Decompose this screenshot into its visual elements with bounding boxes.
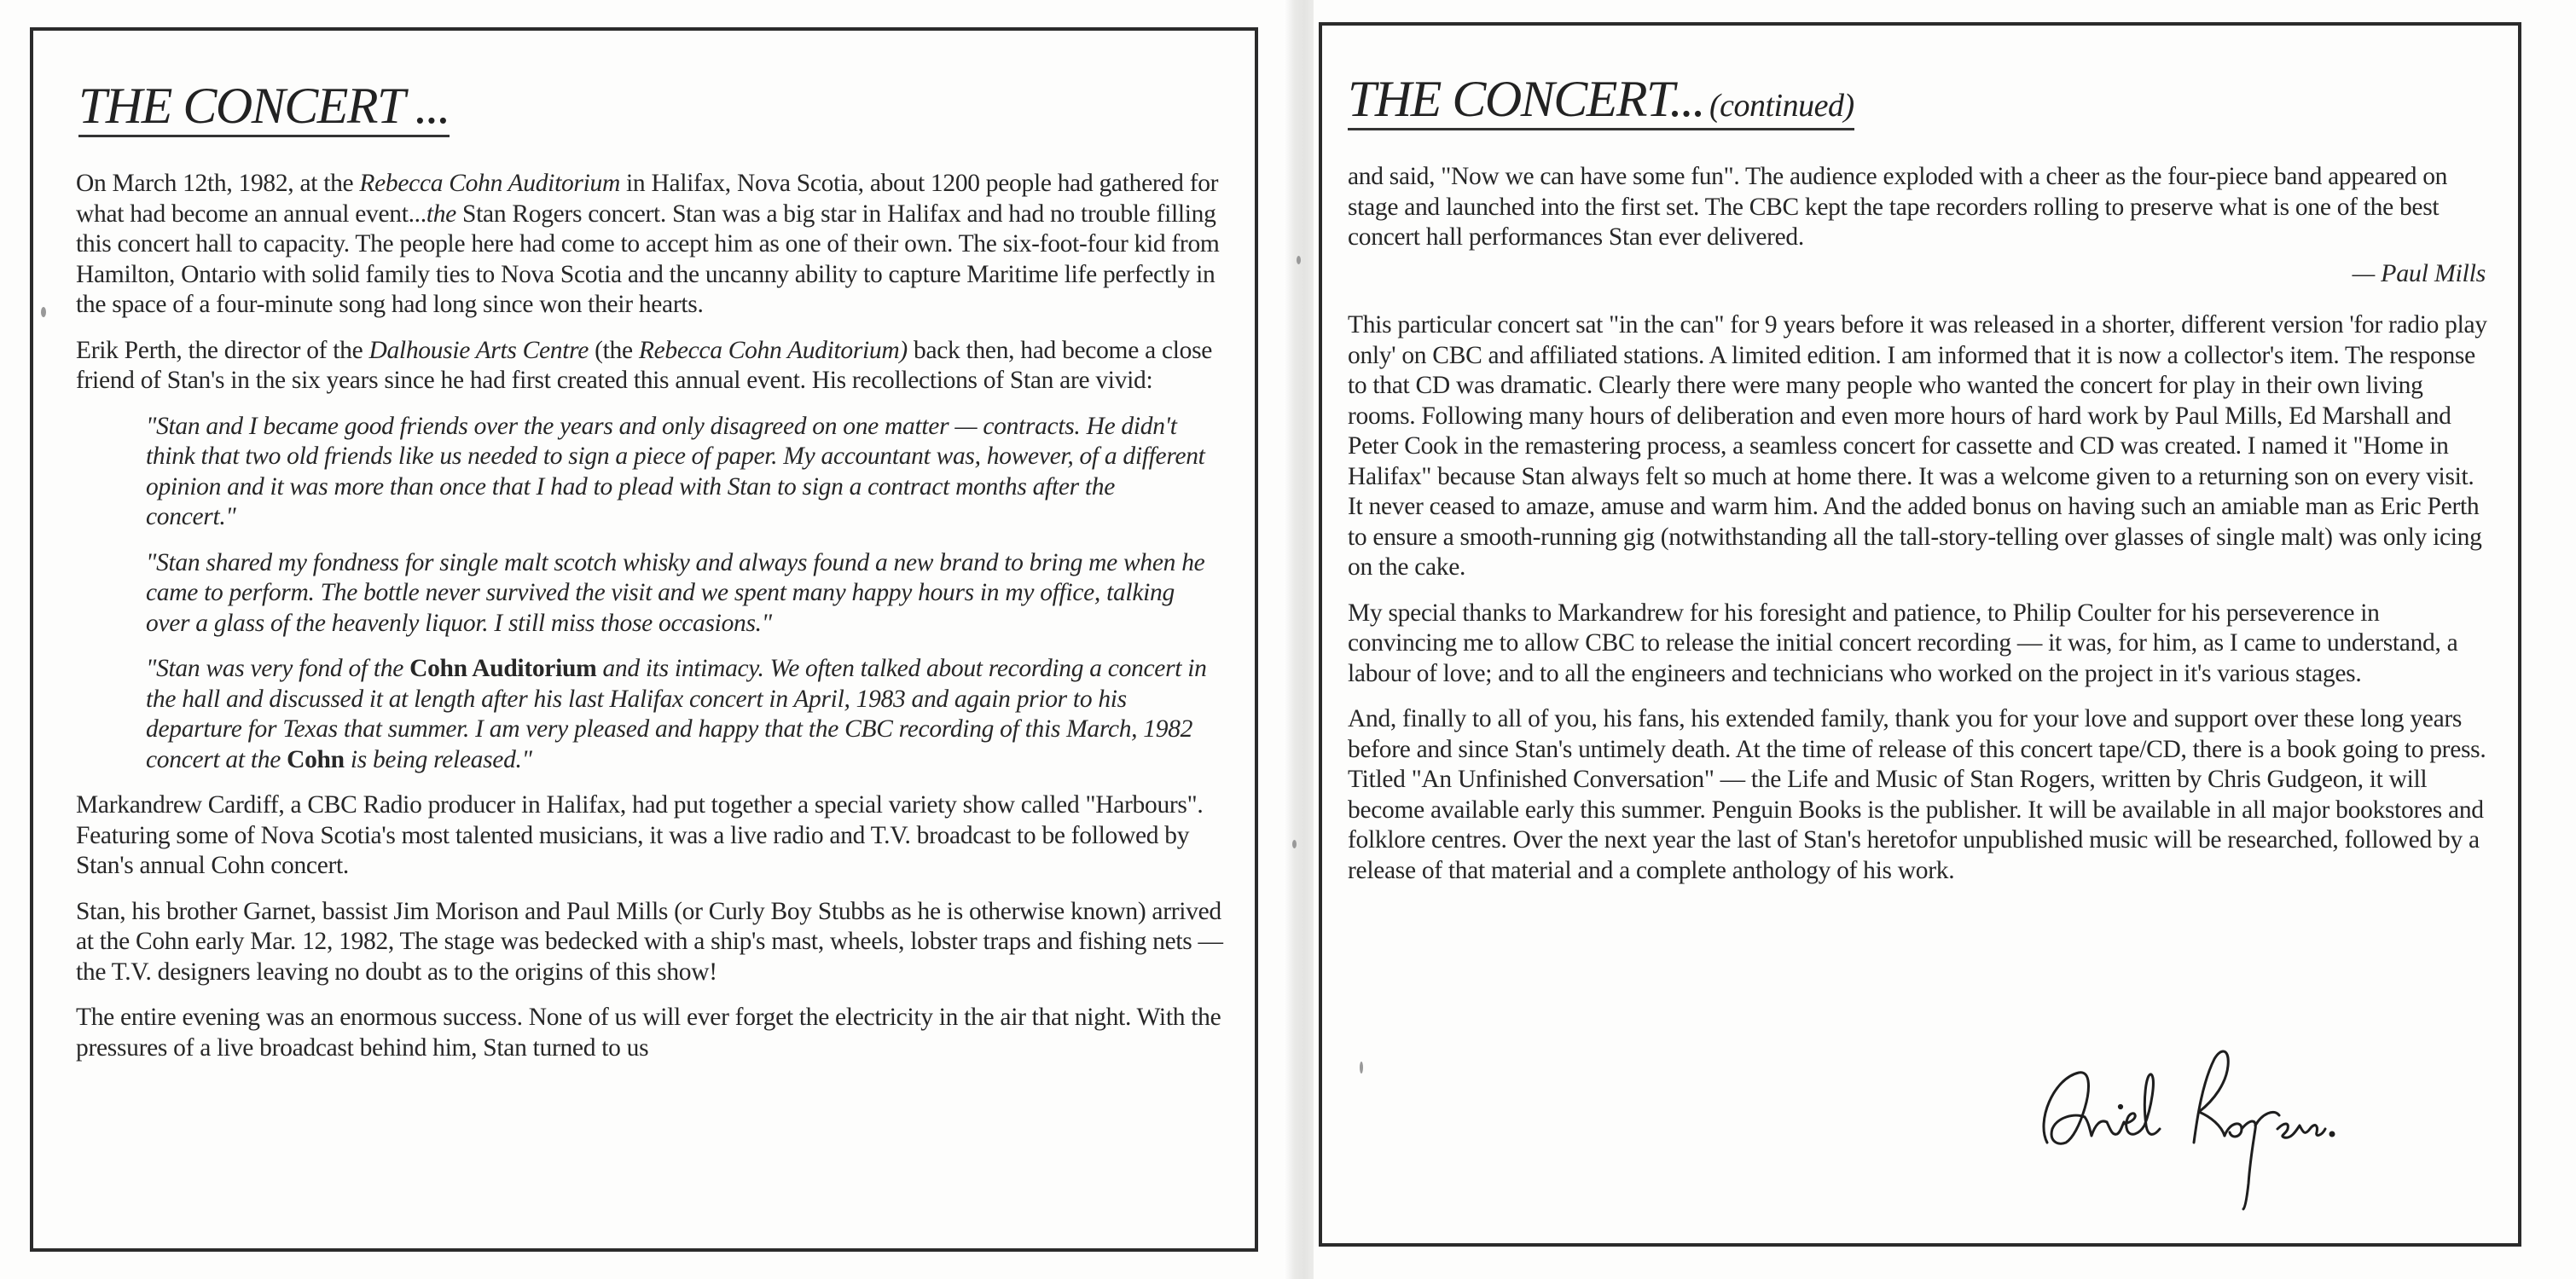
heading-main: THE CONCERT... [1348, 71, 1704, 127]
text-run: in Halifax, Nova Scotia, about 1200 people had gathered for what had become an annual event... [76, 170, 1219, 228]
text-run: and its intimacy. We often talked about recording a concert in the hall and discussed it at length after his last Halifax concert in April, 1983 and again prior to his departure for Texas that summer. I am very pleased and happy that the CBC recording of this March, 1982 concert at the [146, 655, 1207, 773]
text-run: back then, had become a close friend of Stan's in the six years since he had first created this annual event. His recollections of Stan are vivid: [76, 336, 1213, 394]
text-run: "Stan was very fond of the [146, 655, 410, 682]
paragraph-fans: And, finally to all of you, his fans, his extended family, thank you for your love and support over these long years before and since Stan's untimely death. At the time of release of this concert tape/CD, there is a book going to press. Titled "An Unfinished Conversation" — the Life and Music of Stan Rogers, written by Chris Gudgeon, it will become available early this summer. Penguin Books is the publisher. It will be available in all major bookstores and folklore centres. Over the next year the last of Stan's heretofor unpublished music will be researched, followed by a release of that material and a complete anthology of his work. [1348, 705, 2486, 884]
signature-ariel-rogers [2032, 1040, 2424, 1219]
heading-continued-label: (continued) [1709, 88, 1854, 124]
emphasis-bold: Cohn Auditorium [409, 655, 597, 682]
right-page-body [1348, 162, 2491, 901]
page-title-continued [1348, 73, 1854, 130]
scan-speck [1292, 840, 1297, 848]
paragraph-release-history: This particular concert sat "in the can" for 9 years before it was released in a shorter, different version 'for radio play only' on CBC and affiliated stations. A limited edition. I am informed that it is now a collector's item. The response to that CD was dramatic. Clearly there were many people who wanted the concert for play in their own living rooms. Following many hours of deliberation and even more hours of hard work by Paul Mills, Ed Marshall and Peter Cook in the remastering process, a seamless concert for cassette and CD was created. I named it "Home in Halifax" because Stan always felt so much at home there. It was a welcome given to a returning son on every visit. It never ceased to amaze, amuse and warm him. And the added bonus on having such an amiable man as Eric Perth to ensure a smooth-running gig (notwithstanding all the tall-story-telling over glasses of single malt) was only icing on the cake. [1348, 311, 2487, 581]
text-run: On March 12th, 1982, at the [76, 170, 360, 197]
left-page-body [76, 169, 1223, 1079]
venue-name: Rebecca Cohn Auditorium) [638, 336, 908, 364]
scan-speck [1297, 256, 1301, 264]
page-title: THE CONCERT ... [78, 80, 450, 137]
text-run: Stan Rogers concert. Stan was a big star in Halifax and had no trouble filling this concert hall to capacity. The people here had come to accept him as one of their own. The six-foot-four kid from Hamilton, Ontario with solid family ties to Nova Scotia and the uncanny ability to capture Maritime life perfectly in the space of a four-minute song had long since won their hearts. [76, 200, 1220, 318]
left-page-frame [30, 27, 1258, 1252]
emphasis-bold: Cohn [287, 745, 345, 773]
scan-speck [1360, 1062, 1363, 1074]
paragraph-band-arrival: Stan, his brother Garnet, bassist Jim Morison and Paul Mills (or Curly Boy Stubbs as he is otherwise known) arrived at the Cohn early Mar. 12, 1982, The stage was bedecked with a ship's mast, wheels, lobster traps and fishing nets — the T.V. designers leaving no doubt as to the origins of this show! [76, 897, 1223, 986]
paragraph-harbours: Markandrew Cardiff, a CBC Radio producer in Halifax, had put together a special variety show called "Harbours". Featuring some of Nova Scotia's most talented musicians, it was a live radio and T.V. broadcast to be followed by Stan's annual Cohn concert. [76, 791, 1204, 879]
text-run: is being released." [344, 745, 532, 773]
centre-name: Dalhousie Arts Centre [368, 336, 589, 364]
quote-contracts: "Stan and I became good friends over the years and only disagreed on one matter — contracts. He didn't think that two old friends like us needed to sign a piece of paper. My accountant was, however, of a different opinion and it was more than once that I had to plead with Stan to sign a contract months after the concert." [146, 412, 1205, 530]
right-page-frame [1319, 22, 2521, 1247]
paragraph-evening: The entire evening was an enormous success. None of us will ever forget the electricity in the air that night. With the pressures of a live broadcast behind him, Stan turned to us [76, 1004, 1221, 1062]
venue-name: Rebecca Cohn Auditorium [359, 170, 620, 197]
paragraph-erik-perth [76, 336, 1223, 396]
text-run: Erik Perth, the director of the [76, 336, 369, 364]
scan-speck [41, 307, 46, 317]
paragraph-continuation: and said, "Now we can have some fun". The audience exploded with a cheer as the four-piece band appeared on stage and launched into the first set. The CBC kept the tape recorders rolling to preserve what is one of the best concert hall performances Stan ever delivered. [1348, 163, 2448, 251]
quote-cohn-auditorium [146, 654, 1210, 775]
quote-whisky: "Stan shared my fondness for single malt scotch whisky and always found a new brand to bring me when he came to perform. The bottle never survived the visit and we spent many happy hours in my office, talking over a glass of the heavenly liquor. I still miss those occasions." [146, 548, 1205, 637]
paragraph-intro [76, 169, 1223, 321]
paragraph-thanks: My special thanks to Markandrew for his foresight and patience, to Philip Coulter for his perseverence in convincing me to allow CBC to release the initial concert recording — it was, for him, as I came to understand, a labour of love; and to all the engineers and technicians who worked on the project in it's various stages. [1348, 599, 2458, 687]
text-run: (the [589, 336, 639, 364]
attribution: — Paul Mills [2352, 258, 2486, 287]
emphasis: the [426, 200, 456, 228]
